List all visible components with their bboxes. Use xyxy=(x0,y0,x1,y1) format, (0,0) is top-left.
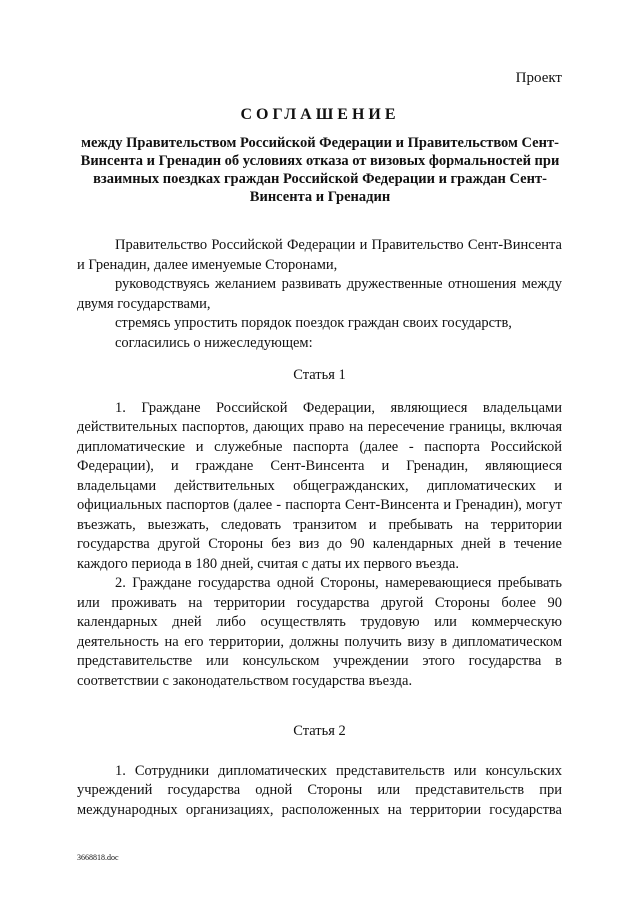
article-1-paragraph-1: 1. Граждане Российской Федерации, являющиеся владельцами действительных паспортов, дающих право на пересечение границы, включая дипломатические и служебные паспорта (далее - паспорта Российской Федерации), и граждане Сент-Винсента и Гренадин, являющиеся владельцами действительных общегражданских, дипломатических и официальных паспортов (далее - паспорта Сент-Винсента и Гренадин), могут въезжать, выезжать, следовать транзитом и пребывать на территории государства другой Стороны без виз до 90 календарных дней в течение каждого периода в 180 дней, считая с даты их первого въезда. xyxy=(77,399,562,572)
article-1-paragraph-2: 2. Граждане государства одной Стороны, намеревающиеся пребывать или проживать на территории государства другой Стороны более 90 календарных дней либо осуществлять трудовую или коммерческую деятельность на его территории, должны получить визу в дипломатическом представительстве или консульском учреждении этого государства в соответствии с законодательством государства въезда. xyxy=(77,575,562,689)
preamble-motivation: руководствуясь желанием развивать дружественные отношения между двумя государствами, xyxy=(77,276,562,312)
article-2-heading: Статья 2 xyxy=(293,723,346,739)
preamble-parties: Правительство Российской Федерации и Правительство Сент-Винсента и Гренадин, далее именуемые Сторонами, xyxy=(77,237,562,273)
draft-label: Проект xyxy=(515,70,562,86)
preamble-aim: стремясь упростить порядок поездок граждан своих государств, xyxy=(115,315,512,331)
article-1-heading: Статья 1 xyxy=(293,367,346,383)
article-2 xyxy=(77,722,562,820)
article-2-paragraph-1: 1. Сотрудники дипломатических представительств или консульских учреждений государства одной Стороны или представительств при международных организациях, расположенных на территории государства xyxy=(77,762,562,818)
document-title: СОГЛАШЕНИЕ xyxy=(240,106,400,123)
article-1 xyxy=(77,366,562,691)
document-subtitle: между Правительством Российской Федерации и Правительством Сент-Винсента и Гренадин об условиях отказа от визовых формальностей при взаимных поездках граждан Российской Федерации и граждан Сент-Винсента и Гренадин xyxy=(80,135,560,205)
preamble-agreement: согласились о нижеследующем: xyxy=(115,334,313,351)
preamble xyxy=(77,236,562,353)
file-name-footer: 3668818.doc xyxy=(77,853,119,862)
